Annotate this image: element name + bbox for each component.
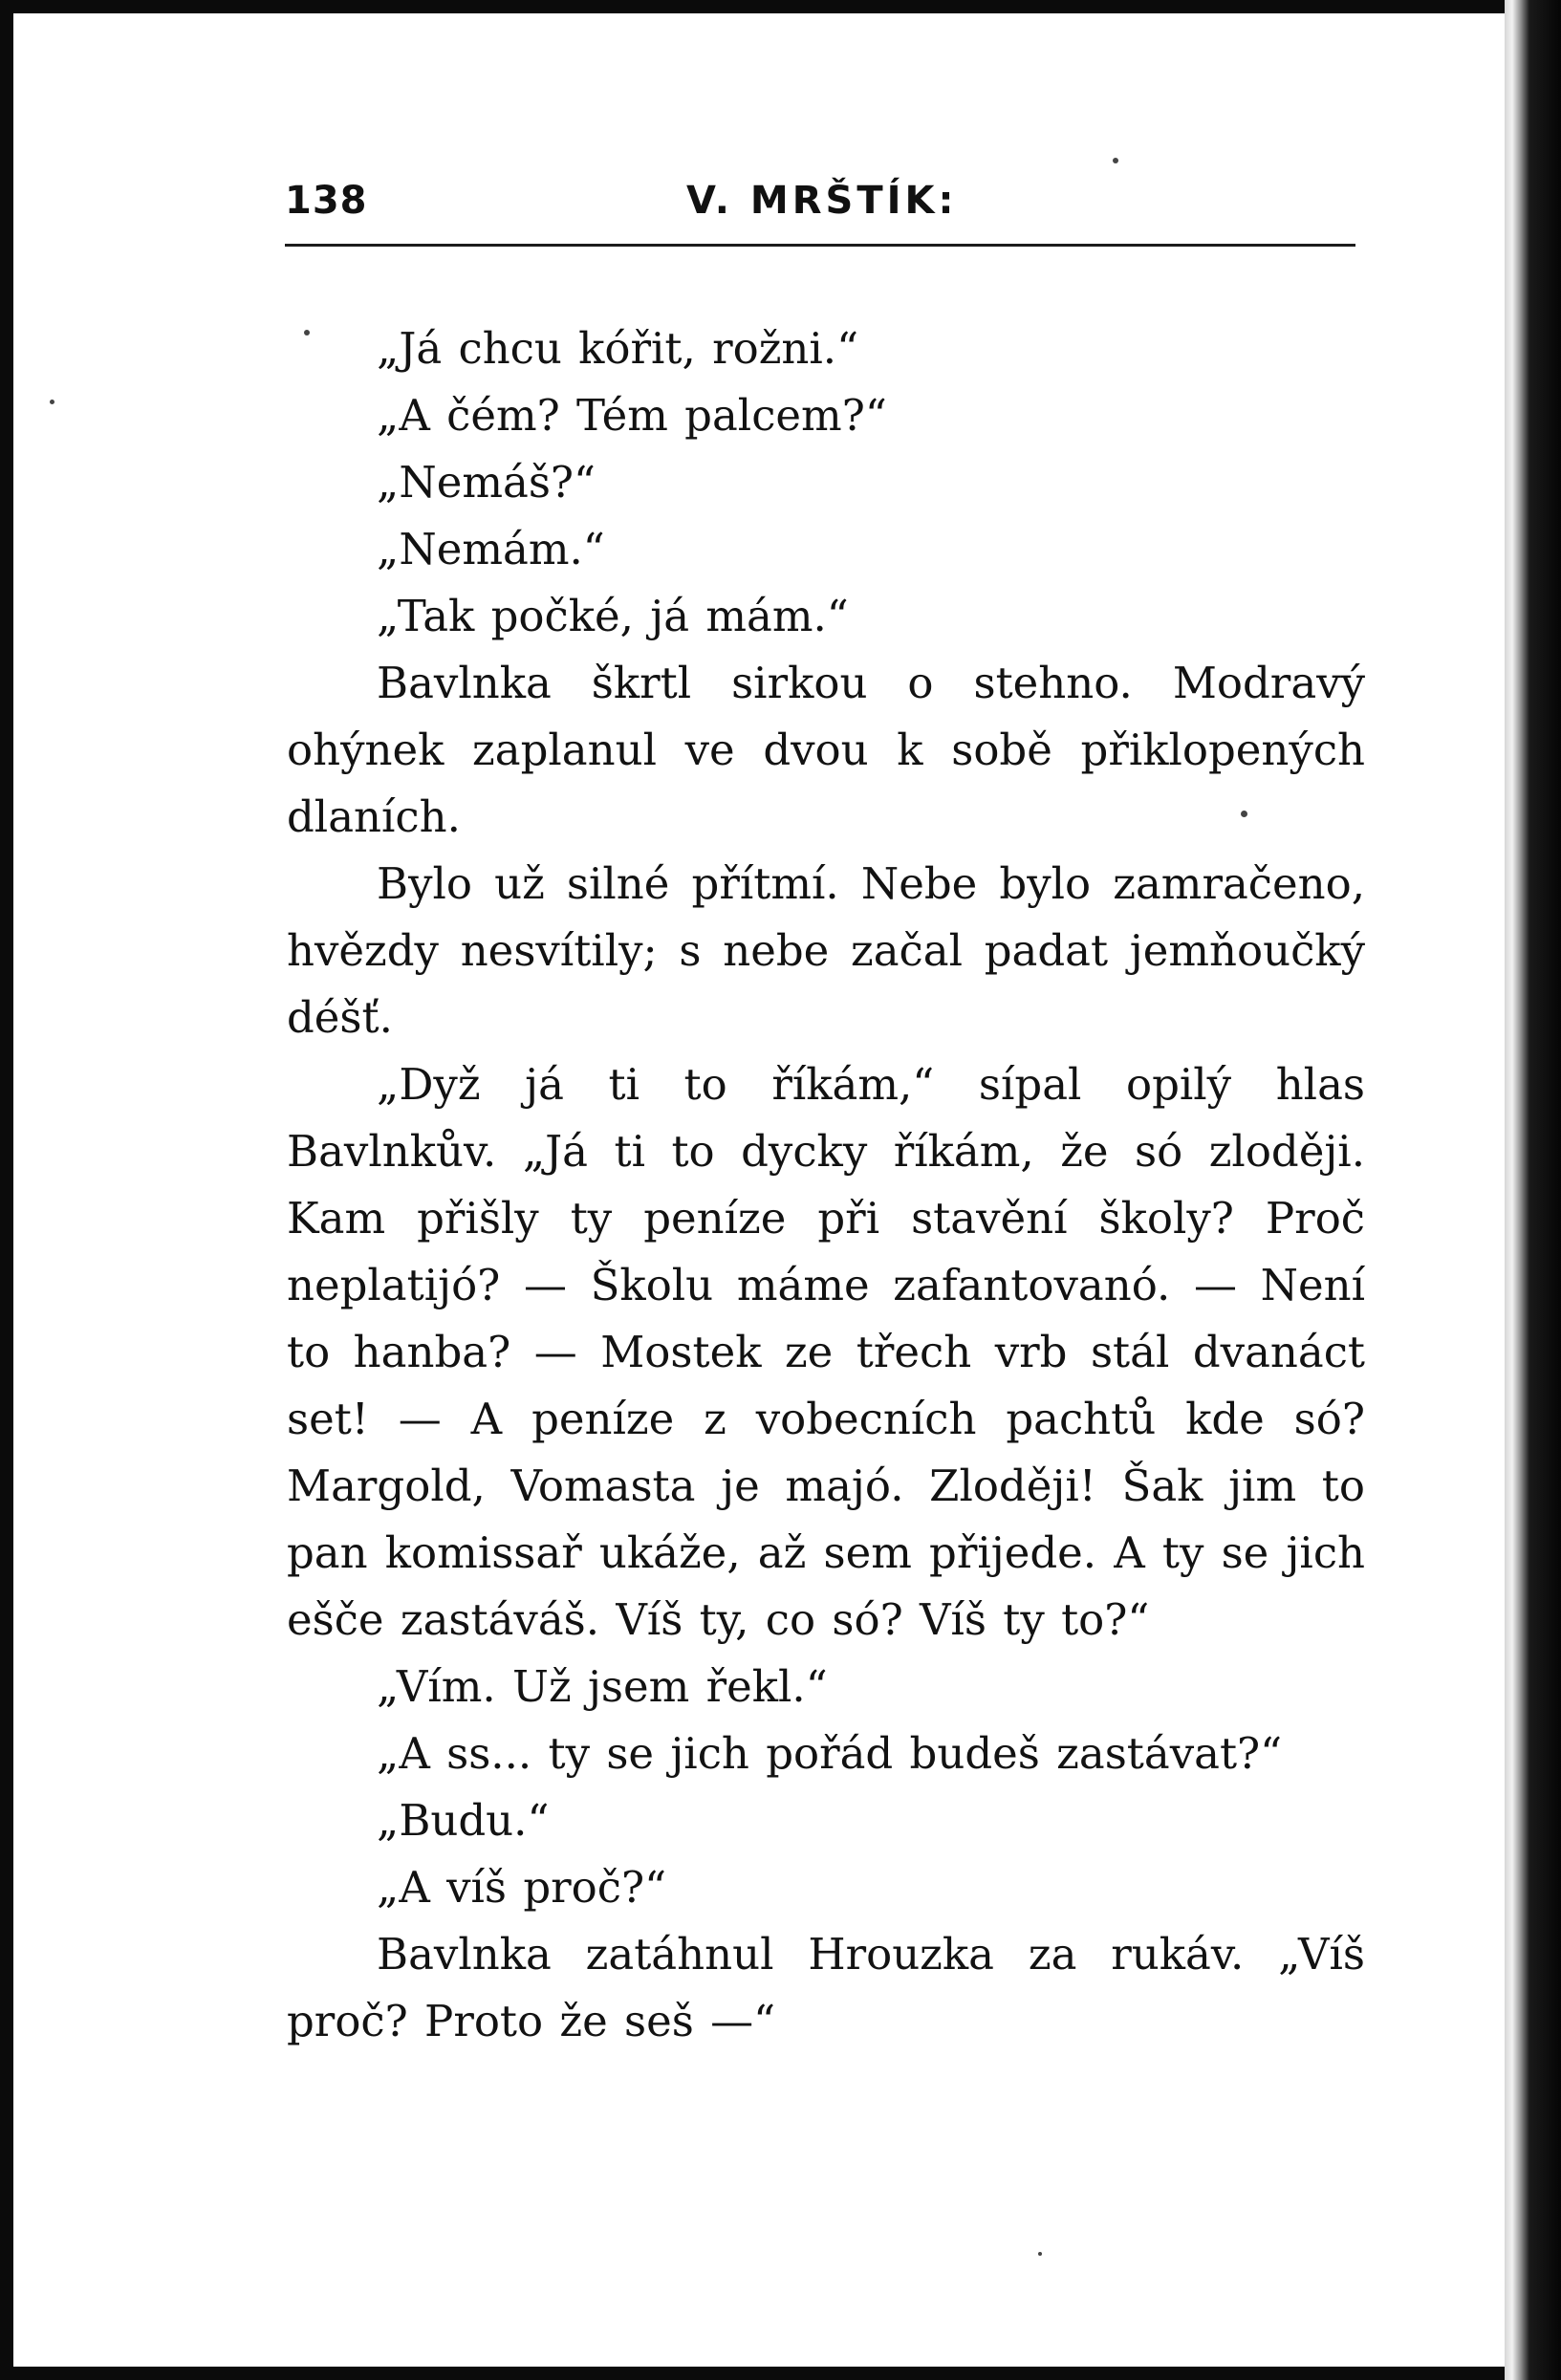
- paragraph: Bylo už silné přítmí. Nebe bylo zamračeno, hvězdy nesvítily; s nebe začal padat jemňoučký déšť.: [287, 858, 1365, 1043]
- scan-speck: [50, 400, 54, 404]
- running-head: V. MRŠTÍK:: [686, 179, 958, 223]
- paragraph: „Vím. Už jsem řekl.“: [377, 1661, 828, 1712]
- scan-speck: [1241, 811, 1247, 817]
- paragraph: „Dyž já ti to říkám,“ sípal opilý hlas Bavlnkův. „Já ti to dycky říkám, že só zloději. Kam přišly ty peníze při stavění školy? Proč neplatijó? — Školu máme zafantovanó. — Není to hanba? — Mostek ze třech vrb stál dvanáct set! — A peníze z vobecních pachtů kde só? Margold, Vomasta je majó. Zloději! Šak jim to pan komissař ukáže, až sem přijede. A ty se jich ešče zastáváš. Víš ty, co só? Víš ty to?“: [287, 1059, 1365, 1645]
- paragraph: „Já chcu kóřit, rožni.“: [377, 323, 859, 374]
- paragraph: „A víš proč?“: [377, 1862, 667, 1913]
- paragraph: „Budu.“: [377, 1795, 550, 1846]
- paragraph: Bavlnka škrtl sirkou o stehno. Modravý ohýnek zaplanul ve dvou k sobě přiklopených dlaních.: [287, 658, 1365, 842]
- scan-speck: [1113, 158, 1118, 163]
- paragraph: „Nemám.“: [377, 524, 605, 574]
- paragraph: „Tak počké, já mám.“: [377, 591, 849, 641]
- book-edge-shadow: [1505, 0, 1561, 2380]
- scan-speck: [304, 330, 310, 335]
- paragraph: „Nemáš?“: [377, 457, 596, 508]
- scan-speck: [1038, 2252, 1042, 2256]
- paragraph: „A ss... ty se jich pořád budeš zastávat?“: [377, 1728, 1283, 1779]
- paragraph: Bavlnka zatáhnul Hrouzka za rukáv. „Víš proč? Proto že seš —“: [287, 1929, 1365, 2046]
- header-rule: [285, 244, 1355, 247]
- paragraph: „A čém? Tém palcem?“: [377, 390, 887, 441]
- page-number: 138: [285, 179, 368, 223]
- page-header: [285, 177, 1355, 234]
- body-text: [287, 315, 1365, 2055]
